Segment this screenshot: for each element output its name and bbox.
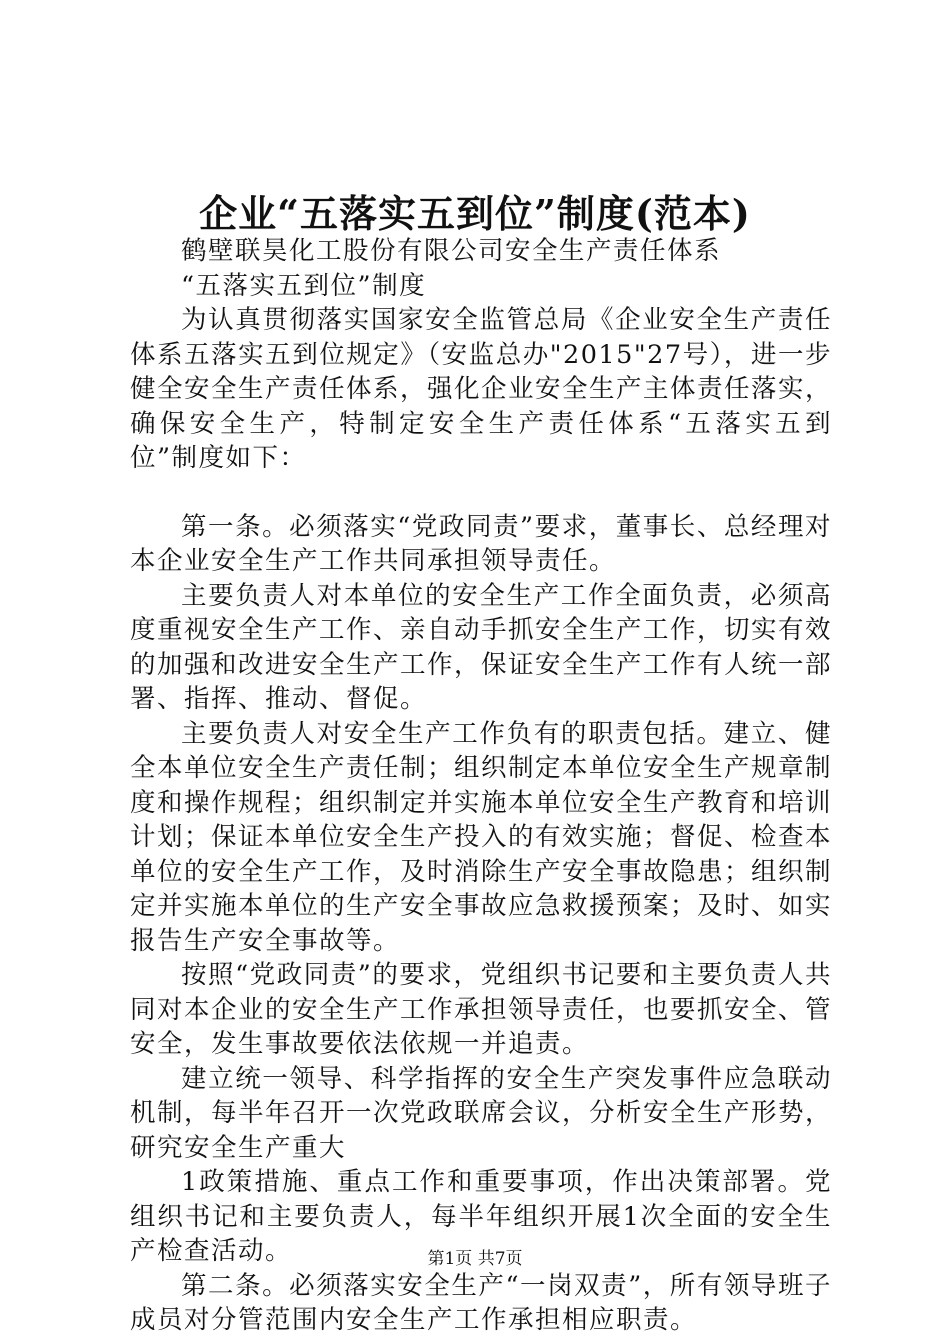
paragraph-emergency-mechanism: 建立统一领导、科学指挥的安全生产突发事件应急联动机制，每半年召开一次党政联席会议，分析安全生产形势，研究安全生产重大	[130, 1063, 833, 1163]
paragraph-system-name: “五落实五到位”制度	[181, 270, 427, 301]
paragraph-article-1: 第一条。必须落实“党政同责”要求，董事长、总经理对本企业安全生产工作共同承担领导责任。	[130, 511, 832, 576]
document-body	[130, 234, 832, 1338]
paragraph-policy-measures: 1政策措施、重点工作和重要事项，作出决策部署。党组织书记和主要负责人，每半年组织开展1次全面的安全生产检查活动。	[130, 1167, 832, 1266]
paragraph-article-2: 第二条。必须落实安全生产“一岗双责”，所有领导班子成员对分管范围内安全生产工作承担相应职责。	[130, 1270, 832, 1335]
paragraph-party-responsibility: 按照“党政同责”的要求，党组织书记要和主要负责人共同对本企业的安全生产工作承担领导责任，也要抓安全、管安全，发生事故要依法依规一并追责。	[130, 960, 833, 1059]
paragraph-principal-responsibilities: 主要负责人对安全生产工作负有的职责包括。建立、健全本单位安全生产责任制；组织制定本单位安全生产规章制度和操作规程；组织制定并实施本单位安全生产教育和培训计划；保证本单位安全生产投入的有效实施；督促、检查本单位的安全生产工作，及时消除生产安全事故隐患；组织制定并实施本单位的生产安全事故应急救援预案；及时、如实报告生产安全事故等。	[130, 718, 833, 956]
document-title: 企业“五落实五到位”制度(范本)	[199, 191, 751, 236]
paragraph-company-name: 鹤壁联昊化工股份有限公司安全生产责任体系	[181, 236, 722, 266]
paragraph-principal-duty: 主要负责人对本单位的安全生产工作全面负责，必须高度重视安全生产工作、亲自动手抓安全生产工作，切实有效的加强和改进安全生产工作，保证安全生产工作有人统一部署、指挥、推动、督促。	[130, 580, 833, 714]
paragraph-intro: 为认真贯彻落实国家安全监管总局《企业安全生产责任体系五落实五到位规定》（安监总办"2015"27号），进一步健全安全生产责任体系，强化企业安全生产主体责任落实，确保安全生产，特制定安全生产责任体系“五落实五到位”制度如下：	[130, 305, 833, 473]
page-footer: 第1页 共7页	[427, 1249, 523, 1269]
